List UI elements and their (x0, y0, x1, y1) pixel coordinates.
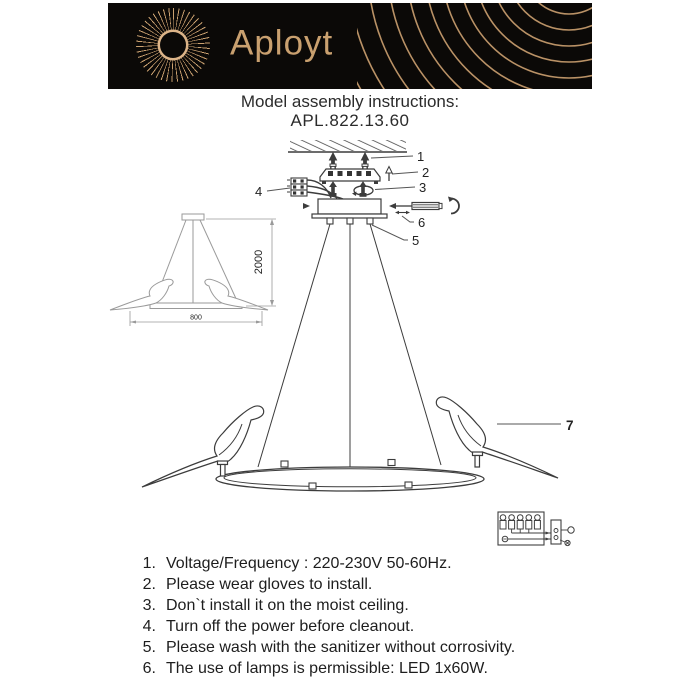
instruction-number: 6. (142, 660, 156, 677)
brand-name: Aployt (230, 23, 334, 63)
mounting-bracket (320, 169, 380, 184)
instruction-item-4 (136, 617, 515, 638)
instruction-text: Don`t install it on the moist ceiling. (166, 597, 409, 614)
callout-4 (255, 184, 290, 199)
instruction-text: Voltage/Frequency : 220-230V 50-60Hz. (166, 555, 452, 572)
instruction-item-2 (136, 575, 515, 596)
canopy (303, 199, 396, 224)
callout-6-label: 6 (418, 215, 426, 230)
callout-3 (375, 180, 426, 195)
fixing-screws (330, 182, 373, 196)
instruction-number: 2. (142, 576, 156, 593)
callout-5 (372, 225, 419, 248)
callout-5-label: 5 (412, 233, 420, 248)
instruction-number: 4. (142, 618, 156, 635)
instruction-number: 1. (142, 555, 156, 572)
decorative-rays-icon (357, 3, 592, 89)
ceiling-hatch (288, 140, 407, 152)
assembly-diagram (0, 130, 700, 555)
starburst-logo-icon (136, 8, 210, 82)
instruction-text: Please wash with the sanitizer without corrosivity. (166, 639, 516, 656)
model-number: APL.822.13.60 (290, 111, 410, 130)
instruction-item-5 (136, 638, 515, 659)
instruction-number: 5. (142, 639, 156, 656)
instruction-text: Turn off the power before cleanout. (166, 618, 415, 635)
side-view-diagram (110, 214, 276, 326)
instruction-text: The use of lamps is permissible: LED 1x60W. (166, 660, 488, 677)
instruction-item-6 (136, 659, 515, 680)
callout-2 (392, 165, 429, 180)
callout-1-label: 1 (417, 149, 425, 164)
anchor-bolts (330, 153, 369, 169)
instruction-text: Please wear gloves to install. (166, 576, 373, 593)
dimension-800-label: 800 (190, 314, 202, 322)
suspension-cables (258, 224, 441, 468)
instruction-number: 3. (142, 597, 156, 614)
callout-7-label: 7 (566, 418, 574, 433)
page-title: Model assembly instructions: (240, 92, 460, 111)
up-arrow-icon (386, 167, 392, 182)
callout-4-label: 4 (255, 184, 263, 199)
callout-7 (497, 418, 574, 433)
bird-figure-right (436, 397, 558, 478)
screwdriver-icon (395, 197, 459, 215)
instruction-item-1 (136, 554, 515, 575)
dimension-2000-label: 2000 (253, 249, 265, 275)
callout-3-label: 3 (419, 180, 427, 195)
instruction-list (136, 554, 515, 680)
brand-banner (108, 3, 592, 89)
callout-6 (402, 215, 425, 230)
wiring-diagram (498, 512, 574, 546)
dimension-800 (130, 311, 262, 326)
callout-2-label: 2 (422, 165, 430, 180)
instruction-item-3 (136, 596, 515, 617)
